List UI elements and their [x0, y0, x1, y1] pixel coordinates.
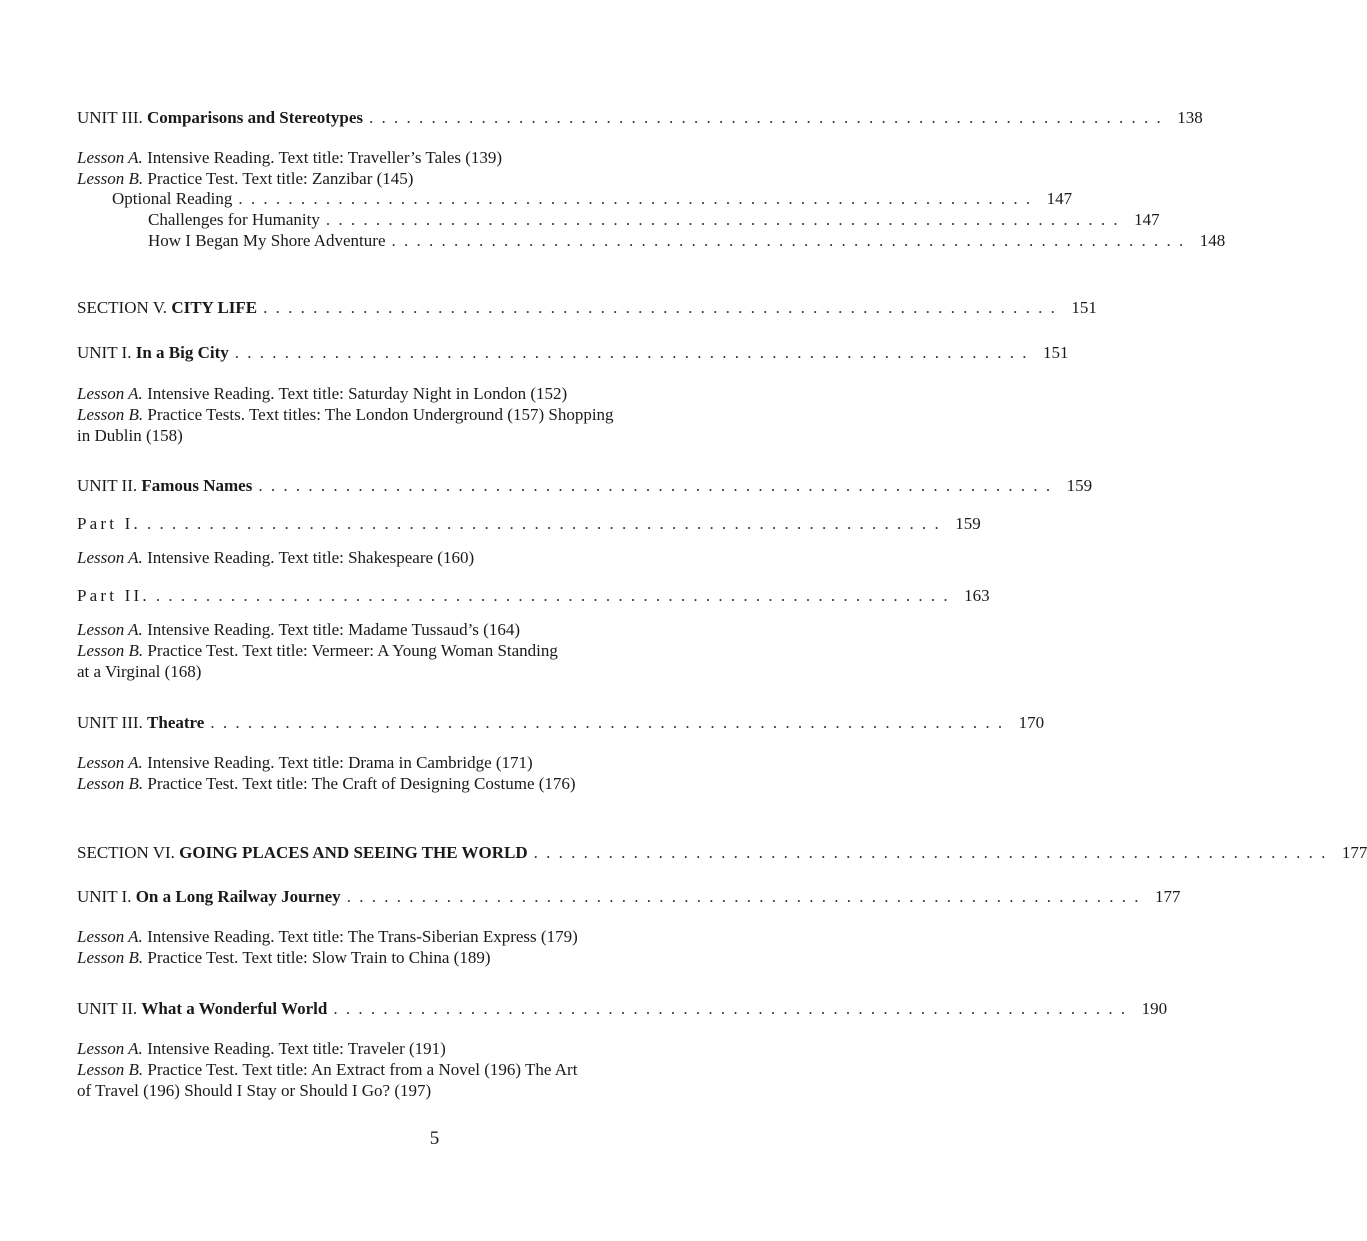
lesson-line: Lesson B. Practice Test. Text title: Zanzibar (145) — [77, 169, 414, 188]
entry-page: 159 — [1066, 476, 1093, 495]
lesson-line: at a Virginal (168) — [77, 662, 202, 681]
entry-title: Part I. — [77, 514, 141, 533]
entry-page: 147 — [1134, 210, 1160, 229]
leader-dots: . . . . . . . . . . . . . . . . . . . . . . . . . . . . . . . . . . . . . . . . . . . . . . . . . . . . . . . . . . . . . . . . — [346, 887, 1141, 906]
toc-entry-part2[interactable] — [77, 586, 990, 606]
toc-entry-unit3-theatre[interactable] — [77, 713, 1045, 733]
leader-dots: . . . . . . . . . . . . . . . . . . . . . . . . . . . . . . . . . . . . . . . . . . . . . . . . . . . . . . . . . . . . . . . . — [391, 231, 1186, 250]
entry-title: CITY LIFE — [171, 298, 258, 317]
leader-dots: . . . . . . . . . . . . . . . . . . . . . . . . . . . . . . . . . . . . . . . . . . . . . . . . . . . . . . . . . . . . . . . . — [146, 514, 941, 533]
toc-entry-unit2-famous-names[interactable] — [77, 476, 1093, 496]
entry-prefix: SECTION VI. — [77, 843, 175, 862]
entry-title: Comparisons and Stereotypes — [147, 108, 364, 127]
entry-prefix: UNIT I. — [77, 343, 132, 362]
toc-entry-shore-adventure[interactable] — [148, 231, 1226, 251]
entry-title: Theatre — [147, 713, 205, 732]
lesson-line: Lesson A. Intensive Reading. Text title: Madame Tussaud’s (164) — [77, 620, 520, 639]
lesson-line: of Travel (196) Should I Stay or Should I Go? (197) — [77, 1081, 432, 1100]
leader-dots: . . . . . . . . . . . . . . . . . . . . . . . . . . . . . . . . . . . . . . . . . . . . . . . . . . . . . . . . . . . . . . . . — [210, 713, 1005, 732]
entry-page: 163 — [964, 586, 990, 605]
toc-entry-part1[interactable] — [77, 514, 981, 534]
toc-entry-section6[interactable] — [77, 843, 1367, 863]
entry-page: 177 — [1341, 843, 1367, 862]
entry-title: What a Wonderful World — [141, 999, 328, 1018]
entry-prefix: UNIT II. — [77, 476, 138, 495]
leader-dots: . . . . . . . . . . . . . . . . . . . . . . . . . . . . . . . . . . . . . . . . . . . . . . . . . . . . . . . . . . . . . . . . — [333, 999, 1128, 1018]
leader-dots: . . . . . . . . . . . . . . . . . . . . . . . . . . . . . . . . . . . . . . . . . . . . . . . . . . . . . . . . . . . . . . . . — [533, 843, 1328, 862]
entry-page: 151 — [1043, 343, 1069, 362]
toc-entry-optional-reading[interactable] — [112, 189, 1073, 209]
lesson-line: Lesson A. Intensive Reading. Text title: Shakespeare (160) — [77, 548, 475, 567]
entry-title: Famous Names — [141, 476, 253, 495]
lesson-line: Lesson B. Practice Tests. Text titles: The London Underground (157) Shopping — [77, 405, 614, 424]
entry-page: 190 — [1141, 999, 1168, 1018]
lesson-line: Lesson B. Practice Test. Text title: Vermeer: A Young Woman Standing — [77, 641, 558, 660]
lesson-line: Lesson A. Intensive Reading. Text title: Saturday Night in London (152) — [77, 384, 568, 403]
entry-prefix: UNIT I. — [77, 887, 132, 906]
leader-dots: . . . . . . . . . . . . . . . . . . . . . . . . . . . . . . . . . . . . . . . . . . . . . . . . . . . . . . . . . . . . . . . . — [155, 586, 950, 605]
entry-prefix: SECTION V. — [77, 298, 168, 317]
toc-entry-unit3-comparisons[interactable] — [77, 108, 1203, 128]
entry-page: 170 — [1018, 713, 1045, 732]
entry-title: On a Long Railway Journey — [135, 887, 341, 906]
lesson-line: Lesson A. Intensive Reading. Text title: Drama in Cambridge (171) — [77, 753, 533, 772]
entry-title: Optional Reading — [112, 189, 233, 208]
leader-dots: . . . . . . . . . . . . . . . . . . . . . . . . . . . . . . . . . . . . . . . . . . . . . . . . . . . . . . . . . . . . . . . . — [325, 210, 1120, 229]
entry-title: GOING PLACES AND SEEING THE WORLD — [179, 843, 528, 862]
lesson-line: Lesson A. Intensive Reading. Text title: Traveler (191) — [77, 1039, 446, 1058]
lesson-line: in Dublin (158) — [77, 426, 183, 445]
lesson-line: Lesson A. Intensive Reading. Text title: The Trans-Siberian Express (179) — [77, 927, 578, 946]
entry-page: 138 — [1177, 108, 1203, 127]
entry-title: How I Began My Shore Adventure — [148, 231, 386, 250]
entry-title: In a Big City — [135, 343, 229, 362]
leader-dots: . . . . . . . . . . . . . . . . . . . . . . . . . . . . . . . . . . . . . . . . . . . . . . . . . . . . . . . . . . . . . . . . — [258, 476, 1053, 495]
entry-title: Challenges for Humanity — [148, 210, 320, 229]
lesson-line: Lesson B. Practice Test. Text title: The Craft of Designing Costume (176) — [77, 774, 576, 793]
toc-entry-unit1-railway[interactable] — [77, 887, 1181, 907]
toc-entry-challenges[interactable] — [148, 210, 1160, 230]
toc-entry-unit1-big-city[interactable] — [77, 343, 1069, 363]
toc-entry-section5[interactable] — [77, 298, 1097, 318]
entry-page: 151 — [1071, 298, 1097, 317]
entry-prefix: UNIT III. — [77, 108, 143, 127]
leader-dots: . . . . . . . . . . . . . . . . . . . . . . . . . . . . . . . . . . . . . . . . . . . . . . . . . . . . . . . . . . . . . . . . — [263, 298, 1057, 317]
entry-page: 147 — [1046, 189, 1073, 208]
entry-page: 159 — [955, 514, 981, 533]
leader-dots: . . . . . . . . . . . . . . . . . . . . . . . . . . . . . . . . . . . . . . . . . . . . . . . . . . . . . . . . . . . . . . . . — [234, 343, 1029, 362]
leader-dots: . . . . . . . . . . . . . . . . . . . . . . . . . . . . . . . . . . . . . . . . . . . . . . . . . . . . . . . . . . . . . . . . — [238, 189, 1033, 208]
entry-prefix: UNIT III. — [77, 713, 143, 732]
page-number: 5 — [429, 1128, 440, 1149]
lesson-line: Lesson A. Intensive Reading. Text title: Traveller’s Tales (139) — [77, 148, 503, 167]
leader-dots: . . . . . . . . . . . . . . . . . . . . . . . . . . . . . . . . . . . . . . . . . . . . . . . . . . . . . . . . . . . . . . . . — [369, 108, 1163, 127]
entry-page: 148 — [1199, 231, 1226, 250]
entry-prefix: UNIT II. — [77, 999, 138, 1018]
toc-entry-unit2-wonderful-world[interactable] — [77, 999, 1168, 1019]
lesson-line: Lesson B. Practice Test. Text title: Slow Train to China (189) — [77, 948, 491, 967]
lesson-line: Lesson B. Practice Test. Text title: An Extract from a Novel (196) The Art — [77, 1060, 578, 1079]
entry-title: Part II. — [77, 586, 150, 605]
entry-page: 177 — [1154, 887, 1181, 906]
